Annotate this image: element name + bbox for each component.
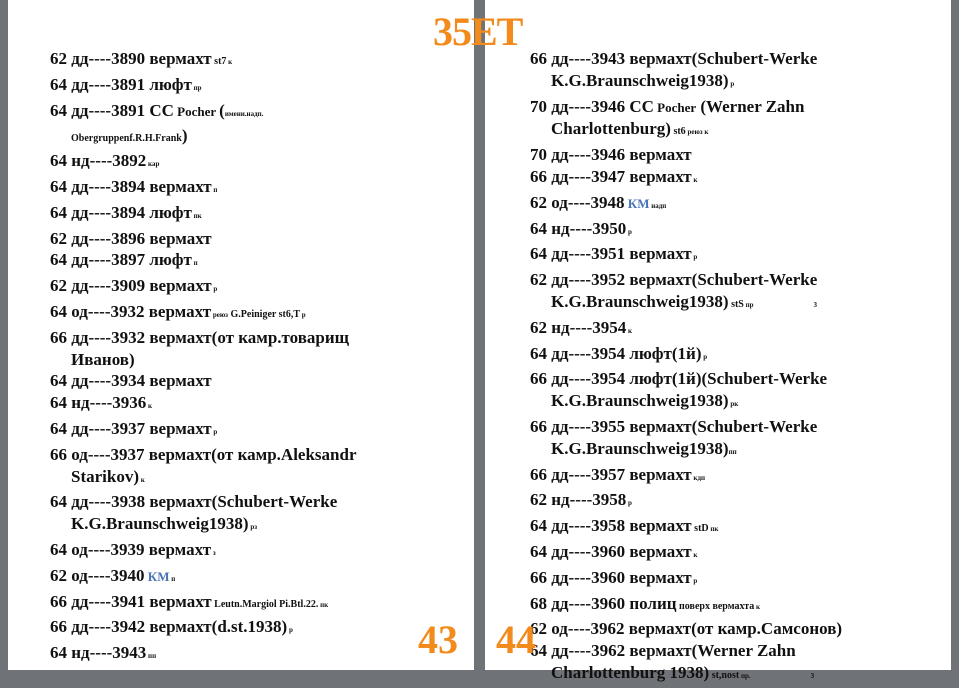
entry-line: 70 дд----3946 СС Pocher (Werner Zahn bbox=[530, 96, 805, 116]
entry-line: 64 дд----3960 вермахт к bbox=[530, 541, 698, 561]
entry-line: 64 дд----3934 вермахт bbox=[50, 371, 212, 391]
entry-line-continuation: Charlottenburg 1938) st,nost пр. 3 bbox=[551, 662, 815, 682]
entry-line: 64 дд----3891 СС Pocher (имени.надп. bbox=[50, 100, 264, 120]
entry-line: 66 дд----3955 вермахт(Schubert-Werke bbox=[530, 416, 818, 436]
entry-line: 64 дд----3958 вермахт stD пк bbox=[530, 516, 719, 536]
entry-line: 64 дд----3951 вермахт р bbox=[530, 244, 698, 264]
entry-line: 62 нд----3958 р bbox=[530, 490, 632, 510]
entry-line: 68 дд----3960 полиц поверх вермахта к bbox=[530, 593, 761, 613]
entry-line: 62 дд----3890 вермахт st7 к bbox=[50, 49, 233, 68]
page-number-right: 44 bbox=[496, 617, 536, 662]
entry-line: 66 дд----3941 вермахт Leutn.Margiol Pi.Btl.22. пк bbox=[50, 591, 329, 611]
right-page-lines bbox=[530, 48, 943, 688]
entry-line: 64 дд----3954 люфт(1й) р bbox=[530, 343, 708, 363]
page-number-left: 43 bbox=[418, 617, 458, 662]
entry-line: 66 дд----3960 вермахт р bbox=[530, 567, 698, 587]
entry-line: 62 од----3962 вермахт(от камр.Самсонов) bbox=[530, 619, 843, 639]
entry-line: 66 дд----3954 люфт(1й)(Schubert-Werke bbox=[530, 369, 828, 389]
entry-line: 64 нд----3936 к bbox=[50, 393, 153, 413]
left-page bbox=[8, 0, 474, 670]
left-page-lines bbox=[50, 48, 466, 668]
entry-line-continuation: K.G.Braunschweig1938) рк bbox=[551, 391, 739, 411]
entry-line: 66 дд----3942 вермахт(d.st.1938) р bbox=[50, 617, 293, 637]
entry-line-continuation: K.G.Braunschweig1938) stS пр 3 bbox=[551, 291, 818, 311]
entry-line: 64 дд----3938 вермахт(Schubert-Werke bbox=[50, 492, 338, 512]
entry-line: 64 нд----3892 кар bbox=[50, 151, 160, 171]
entry-line: 66 дд----3943 вермахт(Schubert-Werke bbox=[530, 49, 818, 68]
entry-line-continuation: K.G.Braunschweig1938) р bbox=[551, 70, 735, 90]
entry-line: 70 дд----3946 вермахт bbox=[530, 145, 692, 165]
entry-line: 62 нд----3954 к bbox=[530, 317, 633, 337]
entry-line: 66 од----3937 вермахт(от камр.Aleksandr bbox=[50, 444, 357, 464]
entry-line: 62 дд----3909 вермахт р bbox=[50, 276, 218, 296]
volume-label: 35ЕТ bbox=[433, 9, 523, 54]
entry-line: 64 нд----3950 р bbox=[530, 218, 632, 238]
entry-line-continuation: Starikov) к bbox=[71, 466, 145, 486]
entry-line: 64 од----3939 вермахт з bbox=[50, 539, 216, 559]
entry-line: 66 дд----3947 вермахт к bbox=[530, 166, 698, 186]
entry-line: 64 дд----3894 вермахт п bbox=[50, 176, 218, 196]
entry-line: 64 од----3932 вермахт реюз G.Peiniger st6,T р bbox=[50, 301, 306, 321]
entry-line-continuation: Obergruppenf.R.H.Frank) bbox=[71, 126, 188, 146]
entry-line: 66 дд----3932 вермахт(от камр.товарищ bbox=[50, 327, 350, 347]
entry-line: 64 дд----3937 вермахт р bbox=[50, 418, 218, 438]
entry-line: 62 од----3940 КМ п bbox=[50, 565, 176, 585]
right-page bbox=[485, 0, 951, 682]
entry-line: 66 дд----3957 вермахт кдп bbox=[530, 464, 706, 484]
entry-line: 64 нд----3943 пп bbox=[50, 643, 157, 663]
entry-line: 64 дд----3891 люфт пр bbox=[50, 74, 202, 94]
entry-line: 62 од----3948 КМ надп bbox=[530, 192, 667, 212]
entry-line-continuation: K.G.Braunschweig1938) рз bbox=[71, 514, 258, 534]
entry-line-continuation: Charlottenburg) st6 реюз к bbox=[551, 119, 709, 139]
entry-line: 62 дд----3896 вермахт bbox=[50, 228, 212, 248]
entry-line-continuation: K.G.Braunschweig1938)пп bbox=[551, 438, 737, 458]
entry-line: 64 дд----3962 вермахт(Werner Zahn bbox=[530, 641, 796, 661]
entry-line: 64 дд----3897 люфт п bbox=[50, 250, 198, 270]
entry-line: 64 дд----3894 люфт пк bbox=[50, 202, 202, 222]
entry-line-continuation: Иванов) bbox=[71, 349, 135, 369]
entry-line: 62 дд----3952 вермахт(Schubert-Werke bbox=[530, 270, 818, 290]
